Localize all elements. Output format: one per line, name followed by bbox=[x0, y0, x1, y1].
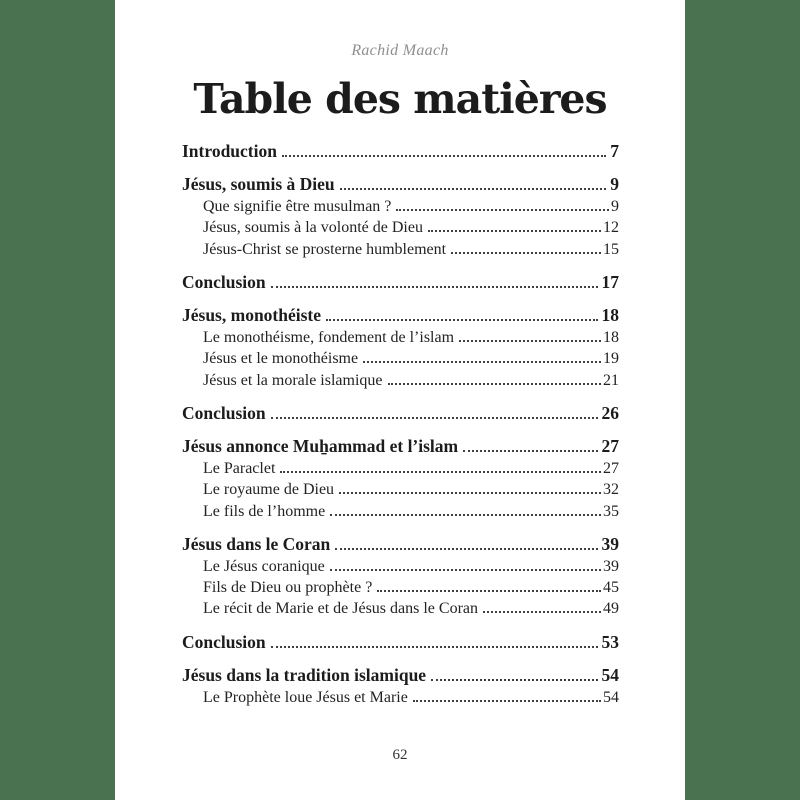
toc-entry bbox=[182, 534, 619, 555]
toc-entry bbox=[182, 632, 619, 653]
toc-entry bbox=[182, 501, 619, 522]
toc-entry-label: Conclusion bbox=[182, 631, 266, 652]
toc-entry-page: 39 bbox=[601, 534, 619, 555]
toc-entry bbox=[182, 305, 619, 326]
dot-leader bbox=[339, 492, 601, 494]
toc-entry-page: 7 bbox=[610, 141, 619, 161]
dot-leader bbox=[282, 155, 606, 157]
toc-entry bbox=[182, 272, 619, 293]
toc-entry-page: 39 bbox=[603, 557, 619, 575]
toc-entry bbox=[182, 403, 619, 424]
toc-entry-label: Fils de Dieu ou prophète ? bbox=[203, 578, 373, 596]
toc-entry bbox=[182, 479, 619, 500]
toc-entry-label: Jésus dans la tradition islamique bbox=[182, 665, 427, 686]
toc-entry-label: Jésus, soumis à Dieu bbox=[182, 174, 335, 195]
author-name: Rachid Maach bbox=[351, 42, 449, 59]
toc-entry-page: 27 bbox=[603, 459, 619, 477]
toc-entry-label: Jésus et la morale islamique bbox=[203, 371, 383, 389]
toc-entry-page: 27 bbox=[601, 436, 619, 457]
toc-entry-page: 9 bbox=[610, 174, 619, 195]
toc-entry bbox=[182, 217, 619, 238]
dot-leader bbox=[451, 252, 601, 254]
toc-entry bbox=[182, 436, 619, 457]
toc-entry-label: Jésus, monothéiste bbox=[182, 305, 322, 326]
toc-entry-label: Le monothéisme, fondement de l’islam bbox=[203, 328, 455, 346]
toc-entry-label: Jésus annonce Muẖammad et l’islam bbox=[182, 436, 459, 457]
toc-entry bbox=[182, 348, 619, 369]
toc-entry bbox=[182, 665, 619, 686]
toc-entry-label: Le Paraclet bbox=[203, 459, 276, 477]
book-page bbox=[115, 0, 685, 800]
page-title: Table des matières bbox=[193, 75, 607, 123]
toc-entry-page: 21 bbox=[603, 371, 619, 389]
toc-entry bbox=[182, 687, 619, 708]
toc-entry-label: Le récit de Marie et de Jésus dans le Coran bbox=[203, 600, 479, 618]
toc-entry-label: Conclusion bbox=[182, 272, 266, 293]
dot-leader bbox=[463, 450, 597, 452]
dot-leader bbox=[271, 646, 598, 648]
toc-entry-page: 17 bbox=[601, 272, 619, 293]
toc-entry bbox=[182, 458, 619, 479]
toc-entry-label: Jésus et le monothéisme bbox=[203, 350, 359, 368]
toc-entry-label: Jésus-Christ se prosterne humblement bbox=[203, 240, 447, 258]
dot-leader bbox=[326, 319, 597, 321]
toc-entry bbox=[182, 556, 619, 577]
page-number: 62 bbox=[392, 747, 408, 763]
toc-entry-page: 35 bbox=[603, 502, 619, 520]
toc-entry-page: 26 bbox=[601, 403, 619, 424]
toc-entry bbox=[182, 577, 619, 598]
dot-leader bbox=[459, 340, 601, 342]
dot-leader bbox=[330, 569, 601, 571]
toc-entry bbox=[182, 141, 619, 162]
toc-entry-page: 15 bbox=[603, 240, 619, 258]
toc-entry-page: 53 bbox=[601, 631, 619, 652]
dot-leader bbox=[388, 383, 601, 385]
dot-leader bbox=[340, 188, 607, 190]
toc-entry-label: Jésus dans le Coran bbox=[182, 534, 331, 555]
toc-entry bbox=[182, 174, 619, 195]
dot-leader bbox=[271, 417, 598, 419]
toc-list bbox=[182, 141, 619, 708]
toc-entry-page: 49 bbox=[603, 600, 619, 618]
toc-entry-label: Le Jésus coranique bbox=[203, 557, 325, 575]
dot-leader bbox=[330, 514, 601, 516]
toc-entry-page: 45 bbox=[603, 578, 619, 596]
toc-entry bbox=[182, 239, 619, 260]
toc-entry-page: 54 bbox=[601, 665, 619, 686]
dot-leader bbox=[431, 679, 597, 681]
toc-entry-page: 19 bbox=[603, 350, 619, 368]
toc-entry bbox=[182, 196, 619, 217]
toc-entry-page: 12 bbox=[603, 219, 619, 237]
dot-leader bbox=[280, 471, 601, 473]
dot-leader bbox=[335, 548, 597, 550]
dot-leader bbox=[428, 230, 601, 232]
toc-entry-page: 18 bbox=[603, 328, 619, 346]
toc-entry-label: Le fils de l’homme bbox=[203, 502, 326, 520]
toc-entry-label: Que signifie être musulman ? bbox=[203, 197, 392, 215]
toc-entry bbox=[182, 327, 619, 348]
dot-leader bbox=[377, 590, 601, 592]
dot-leader bbox=[363, 361, 601, 363]
toc-entry-label: Conclusion bbox=[182, 403, 266, 424]
toc-entry-label: Jésus, soumis à la volonté de Dieu bbox=[203, 219, 423, 237]
dot-leader bbox=[396, 209, 609, 211]
dot-leader bbox=[271, 286, 598, 288]
toc-entry-page: 54 bbox=[603, 688, 619, 706]
toc-entry-label: Le Prophète loue Jésus et Marie bbox=[203, 688, 408, 706]
toc-entry bbox=[182, 370, 619, 391]
dot-leader bbox=[483, 611, 601, 613]
toc-entry-page: 18 bbox=[601, 305, 619, 326]
toc-entry bbox=[182, 598, 619, 619]
toc-entry-page: 9 bbox=[611, 197, 619, 215]
toc-entry-page: 32 bbox=[603, 481, 619, 499]
toc-entry-label: Introduction bbox=[182, 141, 277, 161]
toc-entry-label: Le royaume de Dieu bbox=[203, 481, 335, 499]
dot-leader bbox=[413, 700, 601, 702]
